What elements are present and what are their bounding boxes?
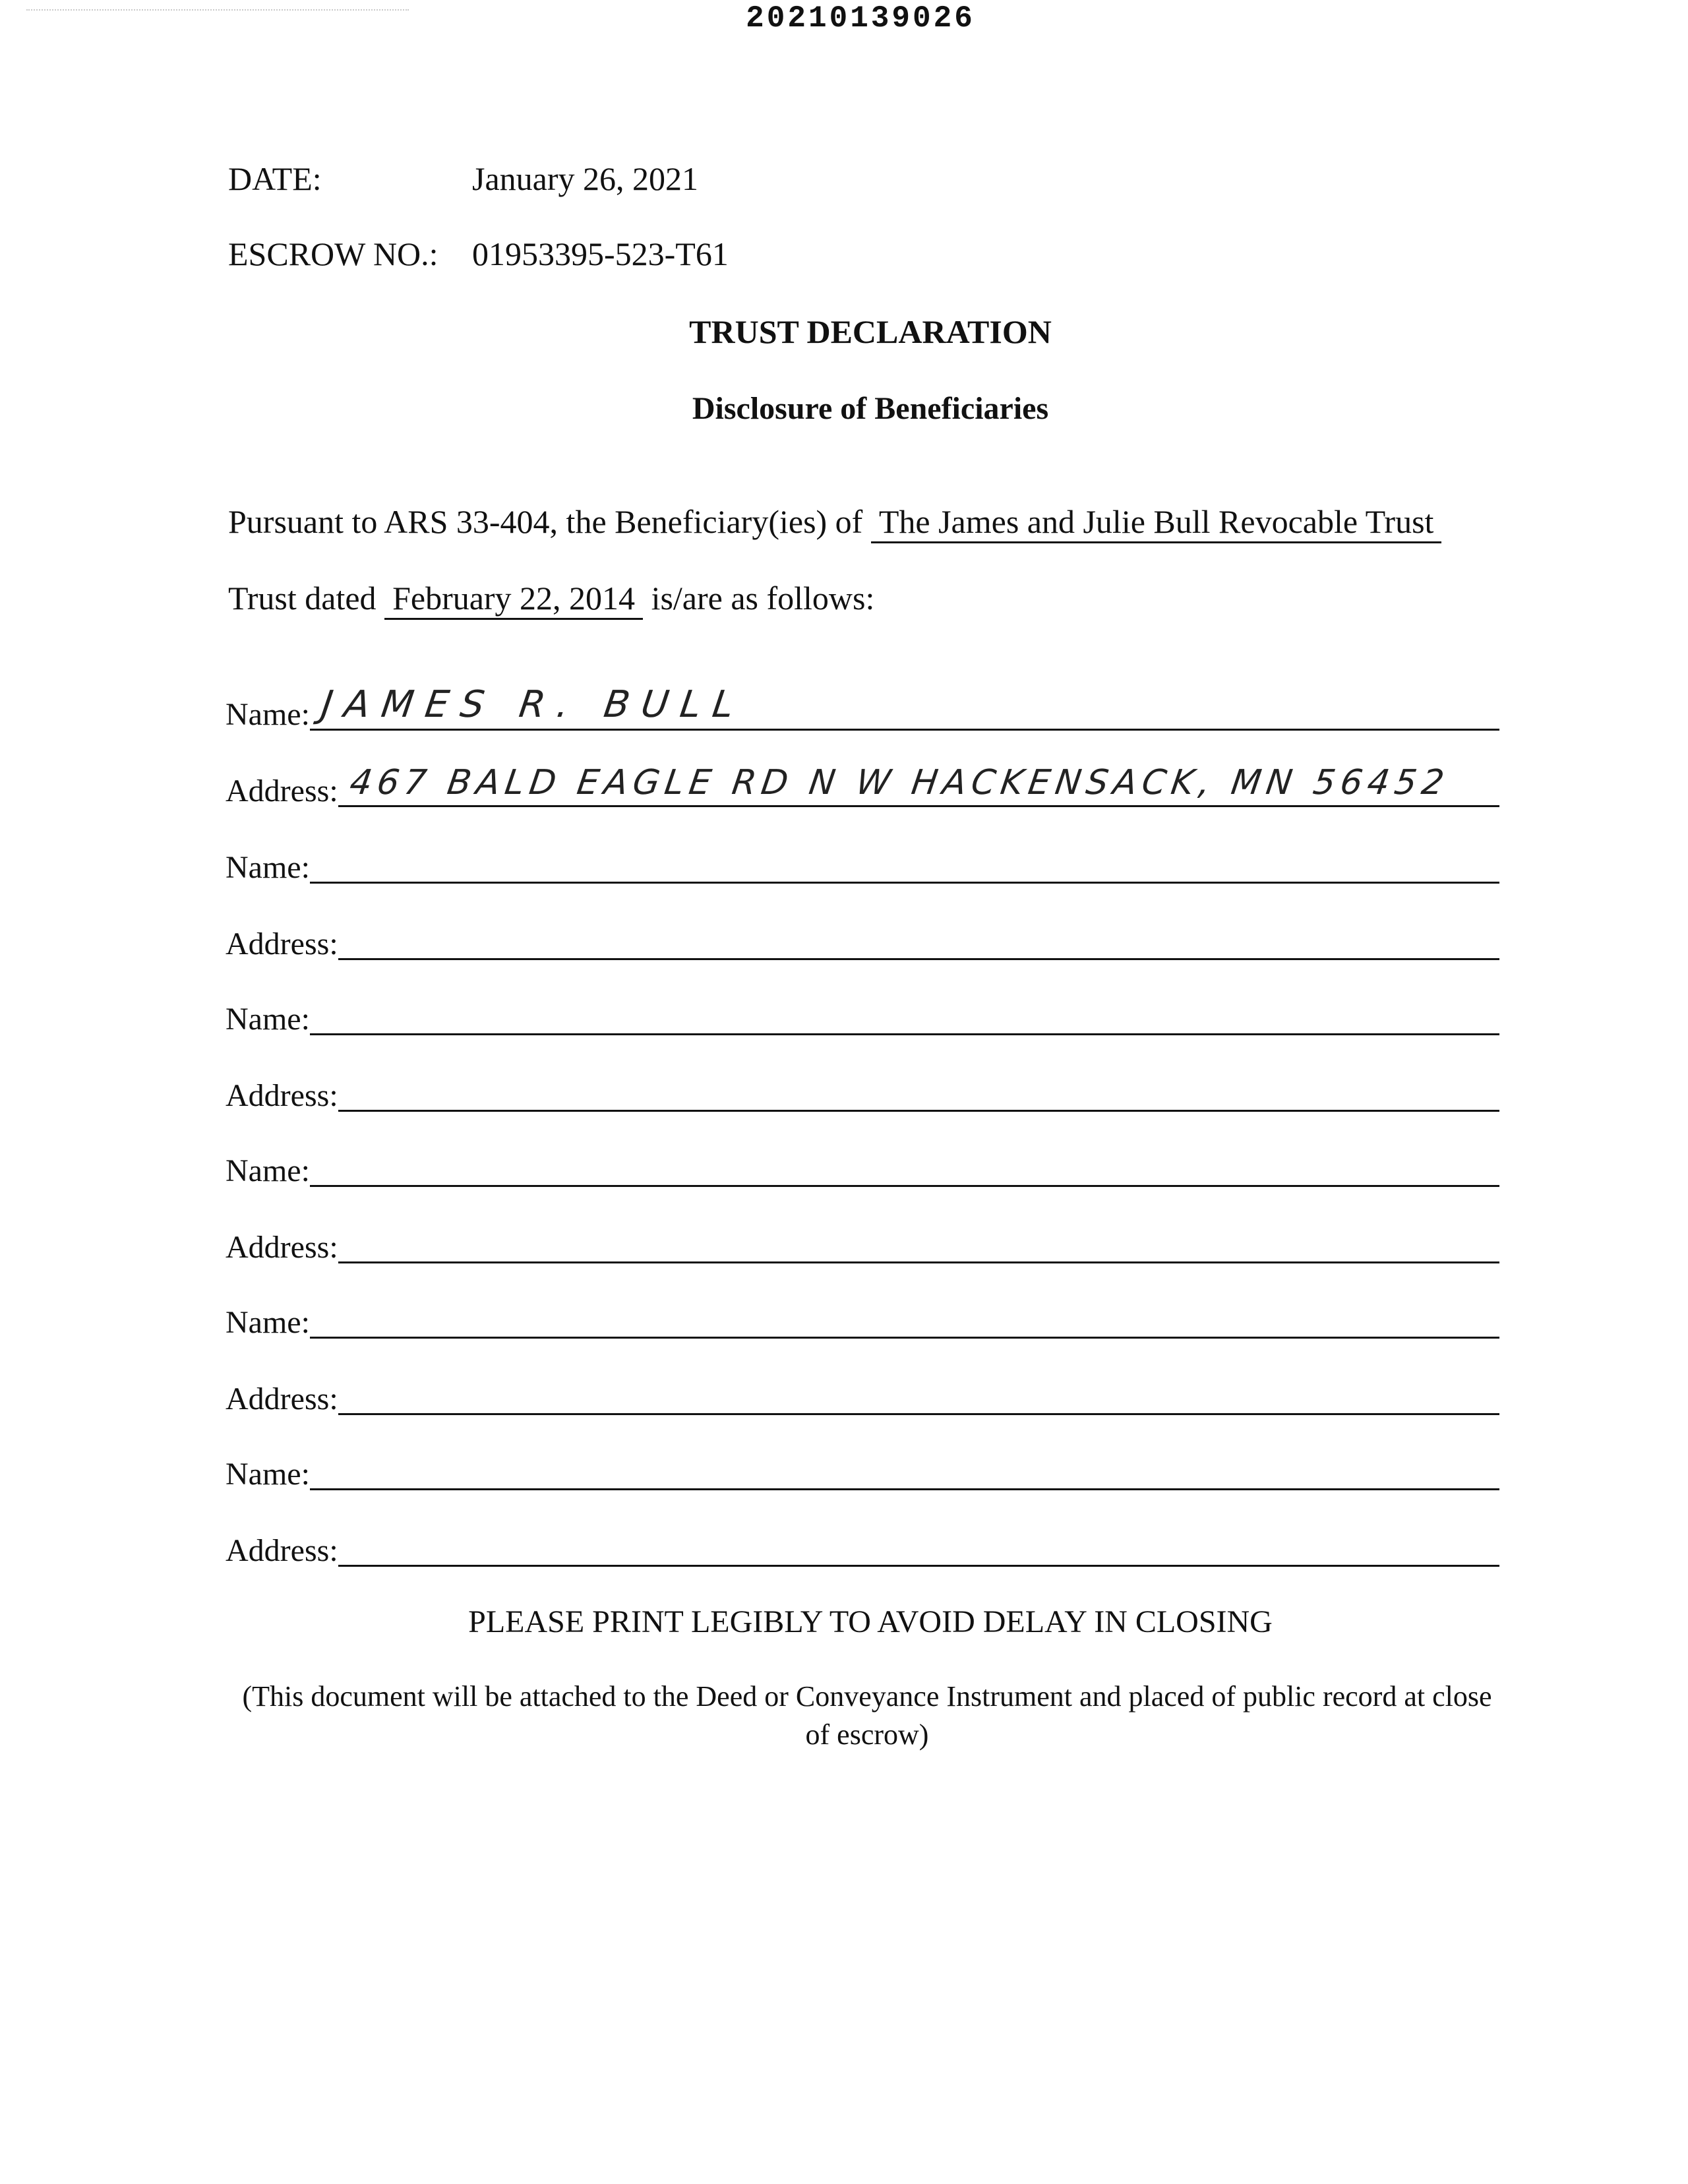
- beneficiary-3-name-field[interactable]: [310, 996, 1499, 1035]
- beneficiary-2-address-field[interactable]: [338, 921, 1499, 960]
- trust-dated-suffix: is/are as follows:: [651, 580, 875, 617]
- beneficiary-1-address-row: [226, 763, 1499, 808]
- beneficiary-3-address-field[interactable]: [338, 1073, 1499, 1112]
- address-label: Address:: [226, 1230, 338, 1265]
- document-title: TRUST DECLARATION: [689, 313, 1052, 350]
- name-label: Name:: [226, 697, 310, 732]
- date-value: January 26, 2021: [472, 160, 698, 197]
- attachment-note: (This document will be attached to the Deed or Conveyance Instrument and placed of public record at close of escrow): [242, 1680, 1492, 1751]
- address-label: Address:: [226, 774, 338, 808]
- trust-dated-label: Trust dated: [228, 580, 377, 617]
- beneficiary-4-name-row: [226, 1147, 1499, 1187]
- beneficiary-6-name-field[interactable]: [310, 1451, 1499, 1490]
- pursuant-text: Pursuant to ARS 33-404, the Beneficiary(ies) of: [228, 503, 863, 540]
- beneficiary-2-name-field[interactable]: [310, 845, 1499, 884]
- beneficiary-4-name-field[interactable]: [310, 1148, 1499, 1187]
- escrow-row: [228, 235, 729, 273]
- print-notice: PLEASE PRINT LEGIBLY TO AVOID DELAY IN CLOSING: [468, 1604, 1273, 1639]
- address-label: Address:: [226, 1078, 338, 1113]
- name-label: Name:: [226, 1457, 310, 1492]
- beneficiary-1-name-field[interactable]: [310, 683, 1499, 731]
- beneficiary-4-address-field[interactable]: [338, 1225, 1499, 1263]
- name-label: Name:: [226, 1305, 310, 1340]
- beneficiary-6-address-row: [226, 1527, 1499, 1567]
- document-subtitle: Disclosure of Beneficiaries: [692, 391, 1049, 426]
- date-label: DATE:: [228, 160, 322, 197]
- trust-name: The James and Julie Bull Revocable Trust: [871, 503, 1442, 543]
- name-label: Name:: [226, 850, 310, 885]
- beneficiary-2-name-row: [226, 844, 1499, 884]
- beneficiary-1-name: JAMES R. BULL: [318, 683, 748, 726]
- beneficiary-5-address-row: [226, 1376, 1499, 1415]
- date-row: [228, 160, 698, 198]
- beneficiary-3-name-row: [226, 996, 1499, 1035]
- beneficiary-2-address-row: [226, 921, 1499, 960]
- beneficiary-6-address-field[interactable]: [338, 1528, 1499, 1567]
- trust-dated-paragraph: [228, 579, 874, 617]
- beneficiary-1-address: 467 BALD EAGLE RD N W HACKENSACK, MN 56452: [347, 763, 1452, 803]
- beneficiary-1-address-field[interactable]: [338, 763, 1499, 807]
- beneficiary-5-name-row: [226, 1299, 1499, 1339]
- beneficiary-5-name-field[interactable]: [310, 1300, 1499, 1339]
- address-label: Address:: [226, 1381, 338, 1416]
- address-label: Address:: [226, 926, 338, 961]
- address-label: Address:: [226, 1533, 338, 1568]
- trust-date: February 22, 2014: [384, 580, 643, 620]
- beneficiary-6-name-row: [226, 1451, 1499, 1490]
- name-label: Name:: [226, 1153, 310, 1188]
- recording-number: 20210139026: [746, 1, 975, 36]
- escrow-value: 01953395-523-T61: [472, 235, 729, 272]
- beneficiary-3-address-row: [226, 1072, 1499, 1112]
- beneficiary-5-address-field[interactable]: [338, 1376, 1499, 1415]
- beneficiary-4-address-row: [226, 1224, 1499, 1263]
- name-label: Name:: [226, 1002, 310, 1037]
- escrow-label: ESCROW NO.:: [228, 235, 438, 272]
- pursuant-paragraph: [228, 502, 1441, 541]
- beneficiary-1-name-row: [226, 683, 1499, 732]
